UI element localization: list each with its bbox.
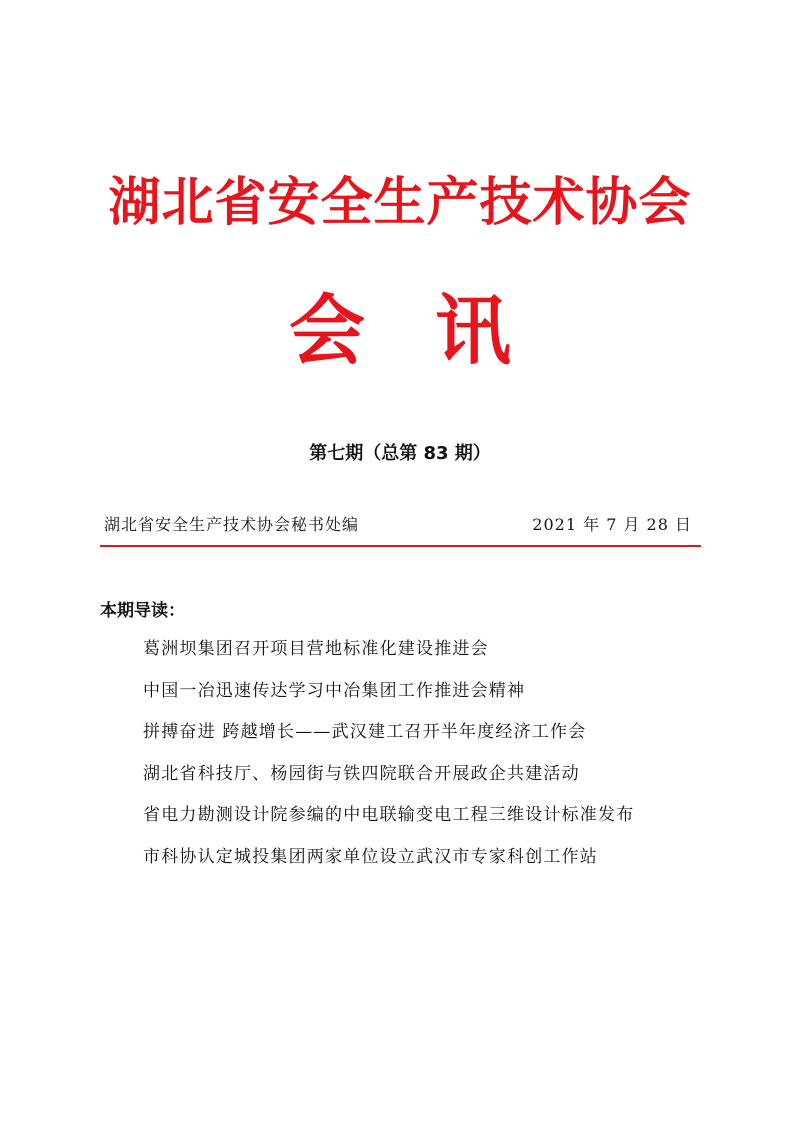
toc-item: 市科协认定城投集团两家单位设立武汉市专家科创工作站 xyxy=(143,846,598,867)
issue-number: 第七期（总第 83 期） xyxy=(309,443,491,464)
editor-line: 湖北省安全生产技术协会秘书处编 xyxy=(104,515,360,534)
toc-item: 湖北省科技厅、杨园街与铁四院联合开展政企共建活动 xyxy=(143,763,580,784)
publication-title: 会讯 xyxy=(289,286,581,375)
red-divider-line xyxy=(100,545,701,547)
toc-heading: 本期导读： xyxy=(100,601,185,621)
toc-item: 中国一冶迅速传达学习中冶集团工作推进会精神 xyxy=(143,680,526,701)
toc-item: 葛洲坝集团召开项目营地标准化建设推进会 xyxy=(143,639,489,659)
publication-date: 2021 年 7 月 28 日 xyxy=(532,515,692,534)
toc-list xyxy=(143,636,634,885)
toc-item: 拼搏奋进 跨越增长——武汉建工召开半年度经济工作会 xyxy=(143,722,587,742)
toc-item: 省电力勘测设计院参编的中电联输变电工程三维设计标准发布 xyxy=(143,805,635,825)
organization-title: 湖北省安全生产技术协会 xyxy=(108,172,692,233)
